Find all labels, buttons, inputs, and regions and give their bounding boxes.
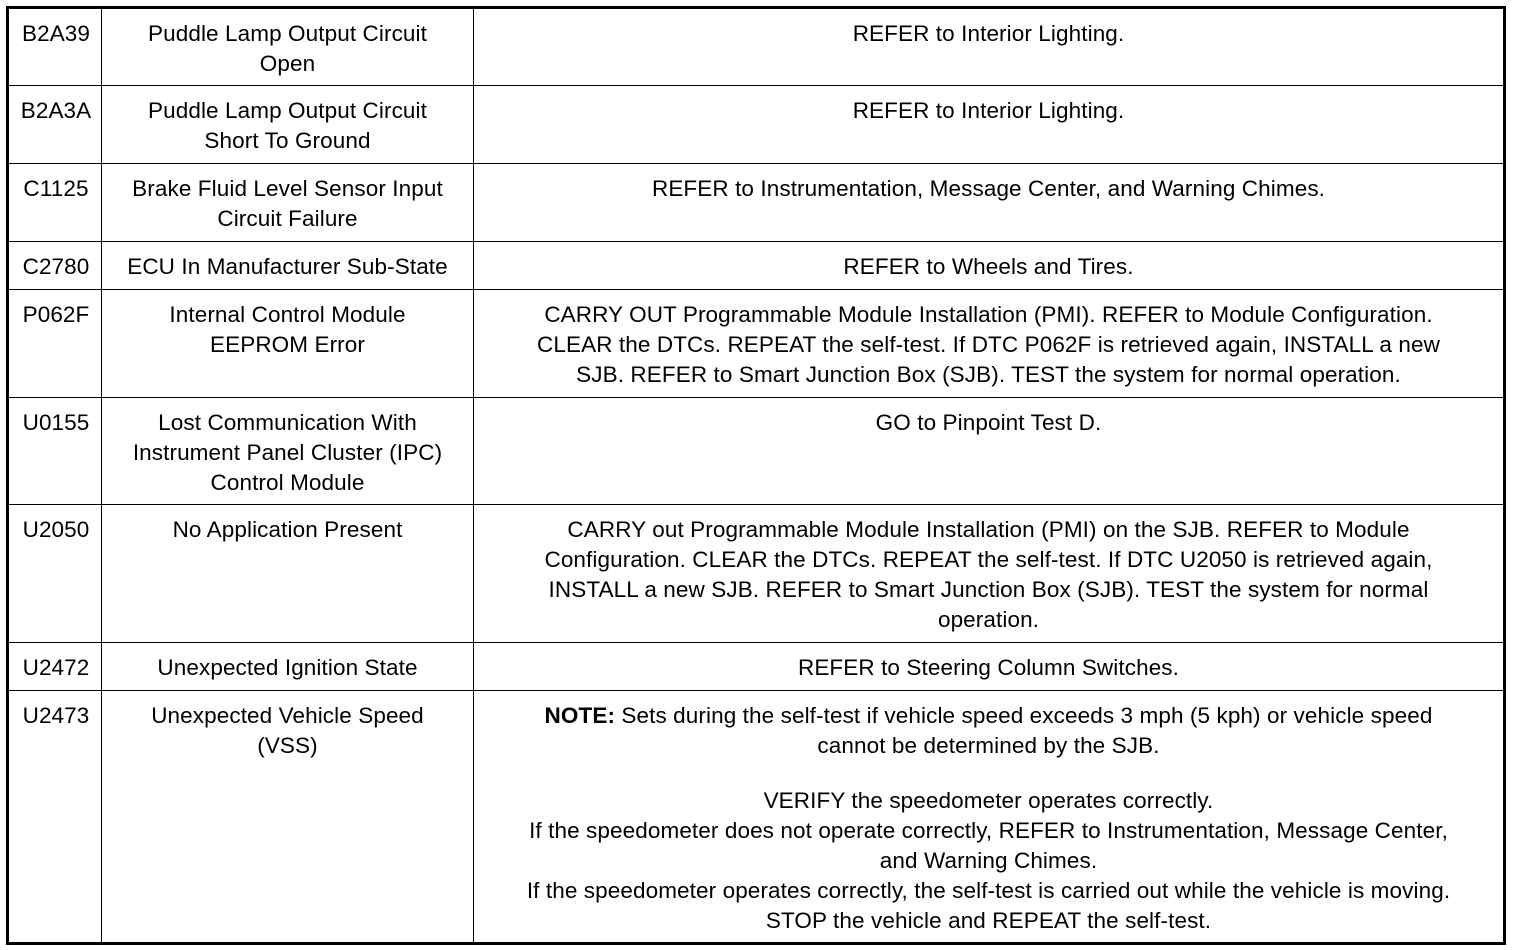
- action-line: GO to Pinpoint Test D.: [875, 410, 1102, 435]
- note-line: [480, 701, 1497, 731]
- dtc-description: [102, 691, 474, 944]
- dtc-description: [102, 643, 474, 691]
- dtc-description: [102, 290, 474, 398]
- description-line: Brake Fluid Level Sensor Input: [132, 176, 443, 201]
- note-text: Sets during the self-test if vehicle speed exceeds 3 mph (5 kph) or vehicle speed: [621, 703, 1433, 728]
- table-row: [8, 643, 1505, 691]
- action-line: and Warning Chimes.: [879, 848, 1098, 873]
- table-row: [8, 290, 1505, 398]
- action-line: CARRY OUT Programmable Module Installation (PMI). REFER to Module Configuration.: [544, 302, 1433, 327]
- table-row: [8, 398, 1505, 505]
- action-line: REFER to Interior Lighting.: [852, 21, 1125, 46]
- dtc-action: [474, 691, 1505, 944]
- dtc-code: B2A39: [8, 8, 102, 86]
- dtc-action: [474, 290, 1505, 398]
- action-line: If the speedometer operates correctly, the self-test is carried out while the vehicle is moving.: [526, 878, 1451, 903]
- paragraph-gap: [480, 761, 1497, 786]
- table-row: [8, 164, 1505, 242]
- action-line: Configuration. CLEAR the DTCs. REPEAT the self-test. If DTC U2050 is retrieved again,: [544, 547, 1433, 572]
- dtc-code: P062F: [8, 290, 102, 398]
- description-line: Short To Ground: [204, 128, 371, 153]
- description-line: Puddle Lamp Output Circuit: [148, 21, 427, 46]
- description-line: Internal Control Module: [169, 302, 406, 327]
- dtc-description: [102, 398, 474, 505]
- description-line: Circuit Failure: [217, 206, 358, 231]
- dtc-table: [6, 6, 1506, 945]
- action-line: CLEAR the DTCs. REPEAT the self-test. If DTC P062F is retrieved again, INSTALL a new: [537, 332, 1440, 357]
- dtc-code: B2A3A: [8, 86, 102, 164]
- action-line: STOP the vehicle and REPEAT the self-test.: [765, 908, 1212, 933]
- dtc-code: U2472: [8, 643, 102, 691]
- action-line: operation.: [937, 607, 1040, 632]
- description-line: No Application Present: [172, 517, 403, 542]
- dtc-description: [102, 86, 474, 164]
- dtc-description: [102, 8, 474, 86]
- description-line: Instrument Panel Cluster (IPC): [132, 440, 443, 465]
- dtc-action: [474, 242, 1505, 290]
- description-line: Open: [259, 51, 316, 76]
- dtc-code: U2473: [8, 691, 102, 944]
- description-line: (VSS): [257, 733, 318, 758]
- description-line: Puddle Lamp Output Circuit: [148, 98, 427, 123]
- description-line: Unexpected Ignition State: [157, 655, 418, 680]
- action-line: INSTALL a new SJB. REFER to Smart Junction Box (SJB). TEST the system for normal: [548, 577, 1429, 602]
- dtc-code: U0155: [8, 398, 102, 505]
- action-line: SJB. REFER to Smart Junction Box (SJB). TEST the system for normal operation.: [576, 362, 1401, 387]
- dtc-action: [474, 643, 1505, 691]
- action-line: REFER to Wheels and Tires.: [843, 254, 1134, 279]
- dtc-action: [474, 164, 1505, 242]
- action-line: REFER to Steering Column Switches.: [797, 655, 1180, 680]
- dtc-action: [474, 8, 1505, 86]
- table-row: [8, 86, 1505, 164]
- action-line: REFER to Instrumentation, Message Center, and Warning Chimes.: [651, 176, 1326, 201]
- description-line: Lost Communication With: [158, 410, 417, 435]
- dtc-description: [102, 164, 474, 242]
- dtc-action: [474, 505, 1505, 643]
- dtc-action: [474, 398, 1505, 505]
- dtc-description: [102, 242, 474, 290]
- table-row: [8, 242, 1505, 290]
- dtc-description: [102, 505, 474, 643]
- action-line: VERIFY the speedometer operates correctly.: [763, 788, 1214, 813]
- action-line: CARRY out Programmable Module Installation (PMI) on the SJB. REFER to Module: [567, 517, 1410, 542]
- table-row: [8, 691, 1505, 944]
- note-label: NOTE:: [544, 703, 616, 728]
- table-row: [8, 505, 1505, 643]
- action-line: If the speedometer does not operate correctly, REFER to Instrumentation, Message Center,: [529, 818, 1448, 843]
- dtc-action: [474, 86, 1505, 164]
- description-line: ECU In Manufacturer Sub-State: [127, 254, 448, 279]
- action-line: REFER to Interior Lighting.: [852, 98, 1125, 123]
- dtc-code: C2780: [8, 242, 102, 290]
- dtc-code: C1125: [8, 164, 102, 242]
- description-line: Unexpected Vehicle Speed: [151, 703, 424, 728]
- table-row: [8, 8, 1505, 86]
- description-line: Control Module: [210, 470, 365, 495]
- description-line: EEPROM Error: [210, 332, 365, 357]
- note-line: cannot be determined by the SJB.: [817, 733, 1160, 758]
- dtc-code: U2050: [8, 505, 102, 643]
